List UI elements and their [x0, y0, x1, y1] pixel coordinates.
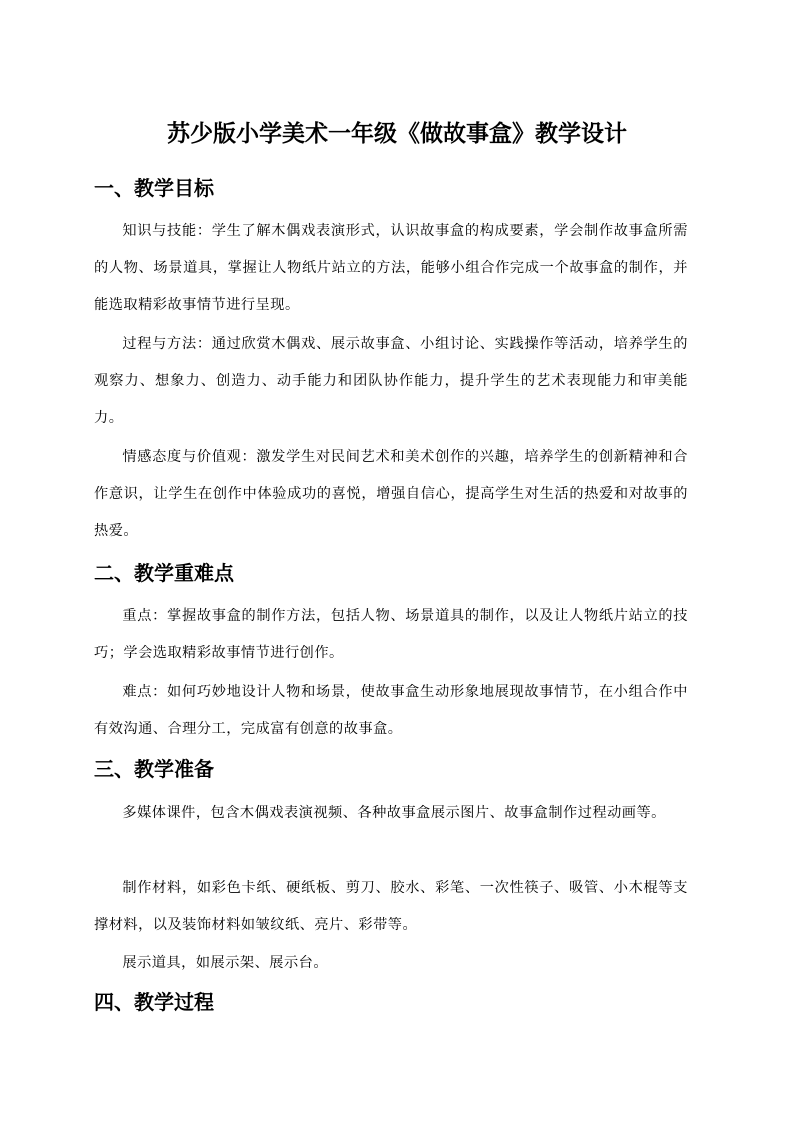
paragraph-multimedia: 多媒体课件，包含木偶戏表演视频、各种故事盒展示图片、故事盒制作过程动画等。 [122, 805, 666, 821]
section-heading-key-points: 二、教学重难点 [94, 561, 234, 585]
paragraph-process-methods: 过程与方法：通过欣赏木偶戏、展示故事盒、小组讨论、实践操作等活动，培养学生的观察力、想象力、创造力、动手能力和团队协作能力，提升学生的艺术表现能力和审美能力。 [94, 336, 688, 426]
paragraph-display-props: 展示道具，如展示架、展示台。 [122, 955, 329, 971]
paragraph-key-point: 重点：掌握故事盒的制作方法，包括人物、场景道具的制作，以及让人物纸片站立的技巧；学会选取精彩故事情节进行创作。 [94, 608, 688, 661]
paragraph-attitudes-values: 情感态度与价值观：激发学生对民间艺术和美术创作的兴趣，培养学生的创新精神和合作意识，让学生在创作中体验成功的喜悦，增强自信心，提高学生对生活的热爱和对故事的热爱。 [94, 449, 688, 539]
section-heading-process: 四、教学过程 [94, 990, 214, 1014]
paragraph-difficulty: 难点：如何巧妙地设计人物和场景，使故事盒生动形象地展现故事情节，在小组合作中有效沟通、合理分工，完成富有创意的故事盒。 [94, 684, 688, 737]
paragraph-materials: 制作材料，如彩色卡纸、硬纸板、剪刀、胶水、彩笔、一次性筷子、吸管、小木棍等支撑材料，以及装饰材料如皱纹纸、亮片、彩带等。 [94, 880, 688, 933]
document-title: 苏少版小学美术一年级《做故事盒》教学设计 [167, 121, 627, 147]
section-heading-objectives: 一、教学目标 [94, 176, 214, 200]
section-heading-preparation: 三、教学准备 [94, 757, 214, 781]
paragraph-knowledge-skills: 知识与技能：学生了解木偶戏表演形式，认识故事盒的构成要素，学会制作故事盒所需的人物、场景道具，掌握让人物纸片站立的方法，能够小组合作完成一个故事盒的制作，并能选取精彩故事情节进行呈现。 [94, 223, 688, 313]
